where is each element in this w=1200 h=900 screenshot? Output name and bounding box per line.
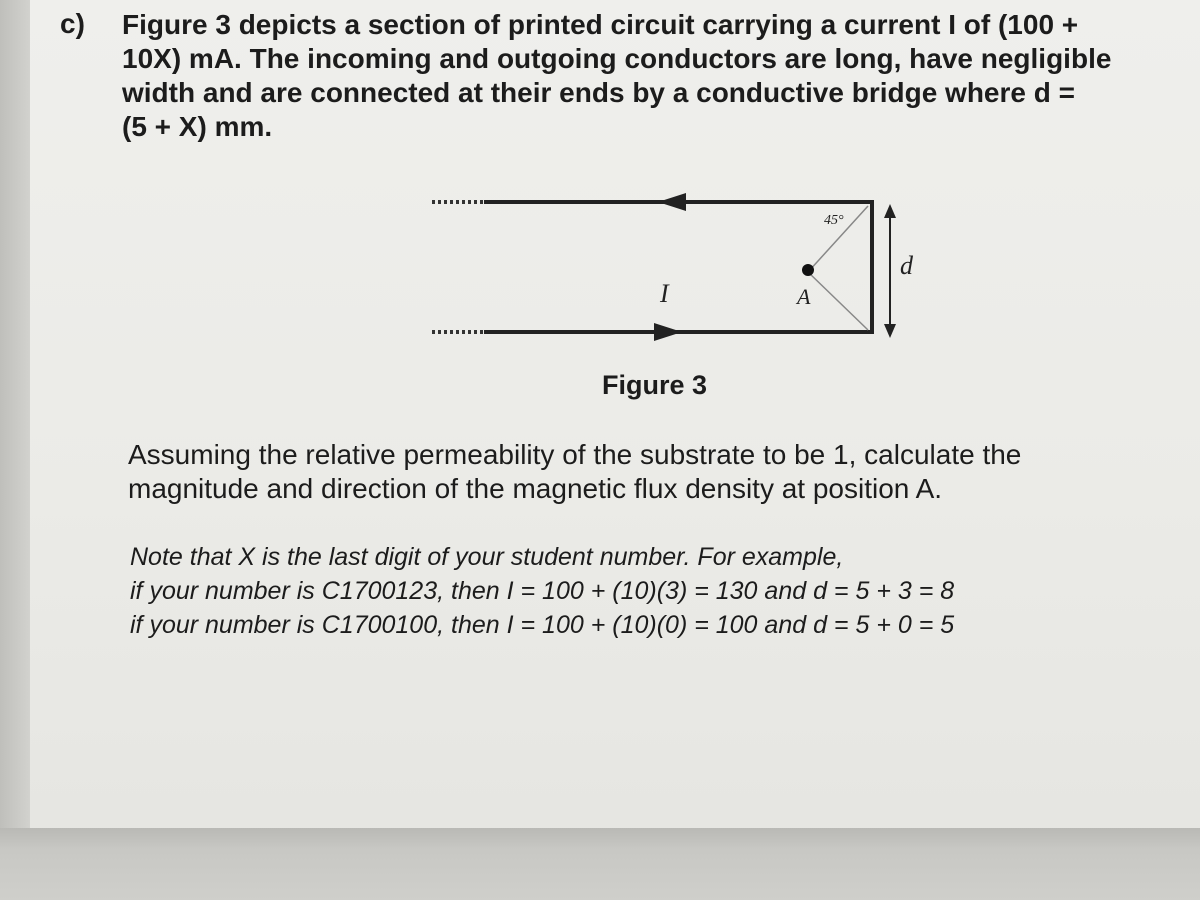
question-task [128, 438, 1173, 506]
intro-line: width and are connected at their ends by a conductive bridge where d = [122, 77, 1075, 108]
dimension-arrow-up-icon [884, 204, 896, 218]
note-line: Note that X is the last digit of your student number. For example, [130, 543, 844, 571]
distance-label: d [900, 251, 913, 280]
point-a-dot [802, 264, 814, 276]
student-number-note [130, 540, 1180, 642]
intro-line: Figure 3 depicts a section of printed circuit carrying a current I of (100 + [122, 9, 1079, 40]
question-intro [122, 8, 1177, 144]
page-left-shadow [0, 0, 30, 828]
figure-caption: Figure 3 [602, 370, 708, 400]
intro-line: 10X) mA. The incoming and outgoing conductors are long, have negligible [122, 43, 1112, 74]
point-label: A [797, 284, 811, 309]
arrow-left-icon [658, 193, 686, 211]
diagonal-line [808, 272, 868, 330]
current-label: I [660, 279, 669, 308]
circuit-figure [420, 180, 940, 360]
page-bottom-shadow [0, 828, 1200, 900]
dimension-arrow-down-icon [884, 324, 896, 338]
angle-label: 45° [824, 213, 844, 228]
intro-line: (5 + X) mm. [122, 111, 273, 142]
task-line: magnitude and direction of the magnetic flux density at position A. [128, 473, 943, 504]
task-line: Assuming the relative permeability of the substrate to be 1, calculate the [128, 439, 1022, 470]
arrow-right-icon [654, 323, 682, 341]
question-label: c) [60, 8, 85, 39]
note-line: if your number is C1700100, then I = 100 + (10)(0) = 100 and d = 5 + 0 = 5 [130, 611, 955, 639]
note-line: if your number is C1700123, then I = 100 + (10)(3) = 130 and d = 5 + 3 = 8 [130, 577, 955, 605]
